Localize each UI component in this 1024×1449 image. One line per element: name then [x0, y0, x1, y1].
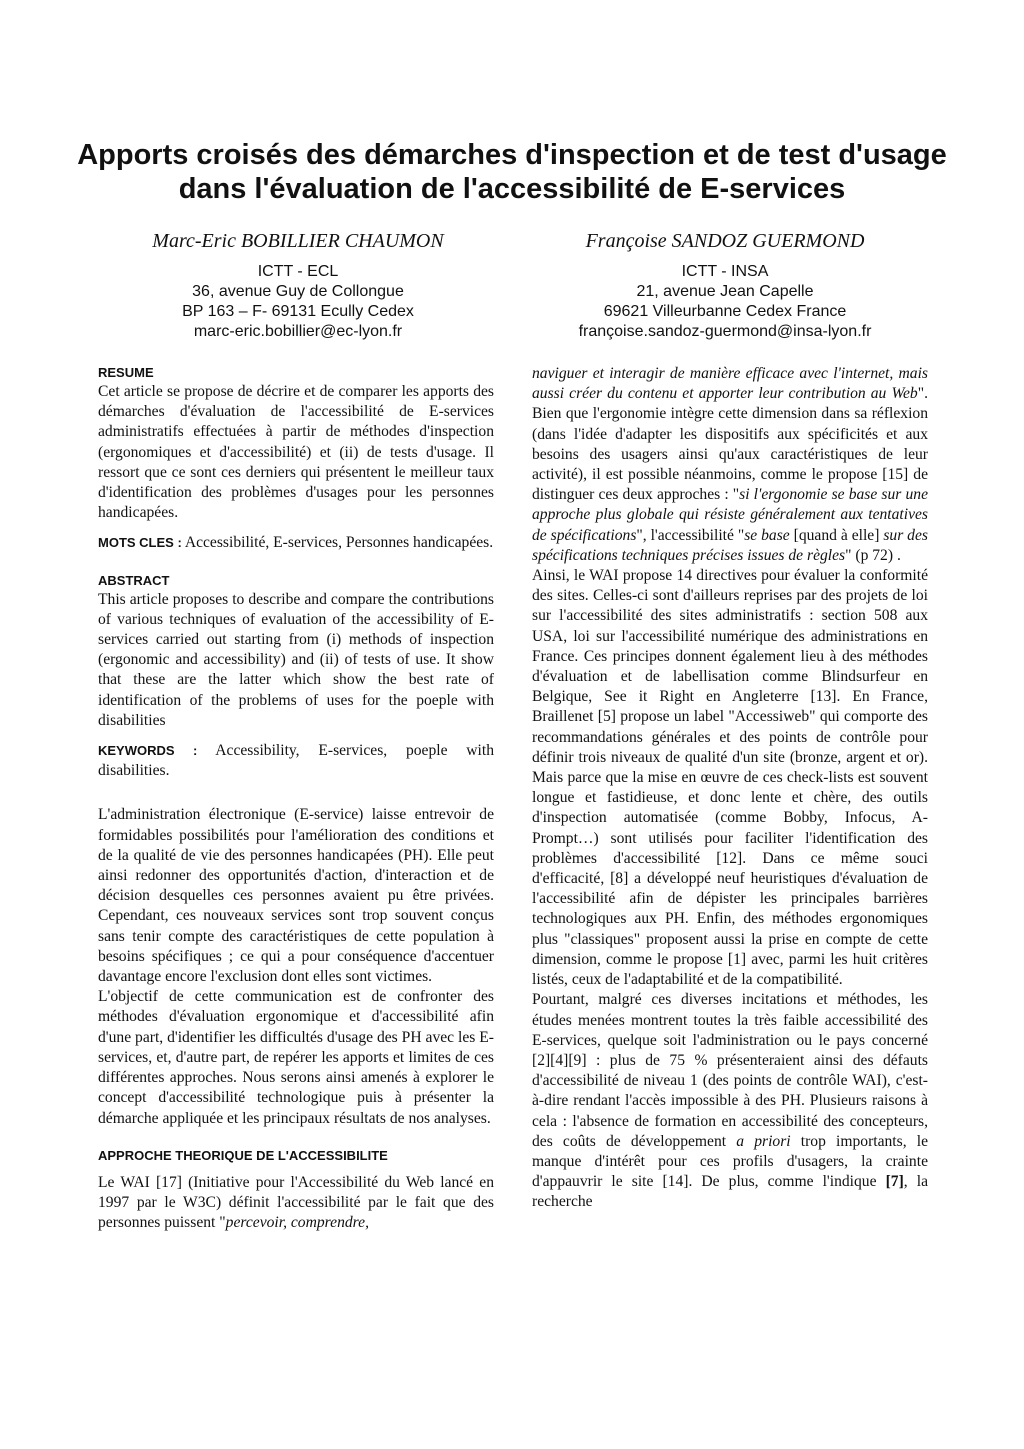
quote-italic: sur des spécifications techniques précises issues de règles: [532, 526, 928, 564]
author-address-line-2: 69621 Villeurbanne Cedex France: [603, 303, 847, 320]
author-address-line-1: 36, avenue Guy de Collongue: [192, 283, 404, 300]
mots-cles-label: MOTS CLES :: [98, 535, 182, 551]
citation-bold: [7]: [885, 1173, 904, 1191]
right-paragraph-3: [532, 990, 928, 1212]
keywords-text: Accessibility, E-services, poeple with disabilities.: [98, 742, 495, 780]
author-block-2: [515, 228, 935, 342]
author-email[interactable]: françoise.sandoz-guermond@insa-lyon.fr: [578, 323, 872, 340]
text-span: , la recherche: [532, 1173, 929, 1211]
text-span: trop importants, le manque d'intérêt pour ces profils d'usagers, la crainte d'appauvrir le site [14]. De plus, comme l'indique: [532, 1132, 929, 1191]
intro-paragraph-1: L'administration électronique (E-service) laisse entrevoir de formidables possibilités pour l'amélioration des conditions et de la qualité de vie des personnes handicapées (PH). Elle peut ainsi redonner des opportunités d'action, d'interaction et de décision desquelles ces personnes avaient pu être privées. Cependant, ces nouveaux services sont trop souvent conçus sans tenir compte des caractéristiques de cette population à besoins spécifiques ; ce qui a pour conséquence d'accentuer davantage encore l'exclusion dont elles sont victimes.: [98, 806, 494, 986]
approche-italic: percevoir, comprendre,: [225, 1214, 369, 1232]
right-paragraph-2: Ainsi, le WAI propose 14 directives pour évaluer la conformité des sites. Celles-ci sont d'ailleurs reprises par des projets de loi sur l'accessibilité des sites administratifs : section 508 aux USA, loi sur l'accessibilité numérique des administrations en France. Ces principes donnent également lieu à des méthodes d'évaluation et de labellisation comme Blindsurfeur en Belgique, See it Right en Angleterre [13]. En France, Braillenet [5] propose un label "Accessiweb" qui comporte des recommandations générales et des points de contrôle pour définir trois niveaux de qualité d'un site (bronze, argent et or). Mais parce que la mise en œuvre de ces check-lists est souvent longue et fastidieuse, et donc lente et chère, des outils d'inspection automatisée (comme Bobby, Infocus, A-Prompt…) sont utilisés pour faciliter l'identification des problèmes d'accessibilité [12]. Dans ce même souci d'efficacité, [8] a développé neuf heuristiques d'évaluation de l'accessibilité afin de dépister les principales barrières technologiques aux PH. Enfin, des méthodes ergonomiques plus "classiques" proposent aussi la prise en compte de cette dimension, comme le propose [1] avec, parmi les huit critères listés, ceux de l'adaptabilité et de la compatibilité.: [532, 567, 928, 989]
quote-italic: naviguer et interagir de manière efficace avec l'internet, mais aussi créer du contenu et apporter leur contribution au Web: [532, 365, 928, 403]
resume-heading: RESUME: [98, 365, 154, 380]
author-email[interactable]: marc-eric.bobillier@ec-lyon.fr: [193, 323, 403, 340]
italic-span: a priori: [736, 1132, 791, 1150]
author-address-line-1: 21, avenue Jean Capelle: [636, 283, 814, 300]
author-name: Françoise SANDOZ GUERMOND: [585, 230, 865, 252]
text-span: ". Bien que l'ergonomie intègre cette dimension dans sa réflexion (dans l'idée d'adapter les dispositifs aux spécificités et aux besoins des usagers ainsi qu'aux caractéristiques de leur activité), il est possible néanmoins, comme le propose [15] de distinguer ces deux approches : ": [532, 385, 928, 504]
mots-cles-line: [98, 533, 494, 553]
approche-heading: APPROCHE THEORIQUE DE L'ACCESSIBILITE: [98, 1147, 388, 1163]
right-column: [532, 364, 928, 1213]
quote-italic: si l'ergonomie se base sur une approche plus globale qui résiste généralement aux tentatives de spécifications: [532, 486, 929, 544]
intro-paragraph-2: L'objectif de cette communication est de confronter des méthodes d'évaluation ergonomique et d'accessibilité afin d'une part, d'identifier les difficultés d'usage des PH avec les E-services, et, d'autre part, de repérer les apports et limites de ces différentes approches. Nous serons ainsi amenés à explorer le concept d'accessibilité technologique puis à présenter la démarche appliquée et les principaux résultats de nos analyses.: [98, 988, 494, 1127]
text-span: " (p 72) .: [845, 546, 901, 564]
author-block-1: [88, 228, 508, 342]
abstract-paragraph: This article proposes to describe and compare the contributions of various techniques of evaluation of the accessibility of E-services carried out starting from (i) methods of inspection (ergonomic and accessibility) and (ii) of tests of use. It show that these are the latter which show the best rate of identification of the problems of uses for the poeple with disabilities: [98, 590, 494, 729]
approche-text: Le WAI [17] (Initiative pour l'Accessibilité du Web lancé en 1997 par le W3C) définit l'accessibilité par le fait que des personnes puissent ": [98, 1173, 494, 1232]
author-address-line-2: BP 163 – F- 69131 Ecully Cedex: [182, 303, 414, 320]
author-institution: ICTT - INSA: [681, 263, 769, 280]
author-institution: ICTT - ECL: [257, 263, 339, 280]
mots-cles-text: Accessibilité, E-services, Personnes handicapées.: [181, 534, 494, 552]
abstract-heading: ABSTRACT: [98, 572, 170, 588]
text-span: Pourtant, malgré ces diverses incitations et méthodes, les études menées montrent toutes la très faible accessibilité des E-services, quelque soit l'administration ou le pays concerné [2][4][9] : plus de 75 % présenteraient ainsi des défauts d'accessibilité de niveau 1 (des points de contrôle WAI), c'est-à-dire rendant l'accès impossible à des PH. Plusieurs raisons à cela : l'absence de formation en accessibilité des concepteurs, des coûts de développement: [532, 991, 928, 1150]
left-column: [98, 364, 494, 1233]
right-paragraph-1: [532, 364, 928, 566]
resume-paragraph: Cet article se propose de décrire et de comparer les apports des démarches d'évaluation de l'accessibilité de E-services administratifs effectuées à partir de méthodes d'inspection (ergonomiques et d'accessibilité) et (ii) de tests d'usage. Il ressort que ce sont ces derniers qui présentent le meilleur taux d'identification des problèmes d'usages pour les personnes handicapées.: [98, 383, 494, 522]
keywords-line: [98, 741, 494, 781]
text-span: [quand à elle]: [789, 526, 884, 544]
quote-italic: se base: [744, 526, 790, 544]
keywords-label: KEYWORDS :: [98, 743, 198, 759]
text-span: ", l'accessibilité ": [636, 526, 745, 544]
paper-title: Apports croisés des démarches d'inspection et de test d'usage dans l'évaluation de l'accessibilité de E-services: [77, 139, 947, 205]
author-name: Marc-Eric BOBILLIER CHAUMON: [152, 230, 444, 252]
approche-paragraph: [98, 1173, 494, 1234]
